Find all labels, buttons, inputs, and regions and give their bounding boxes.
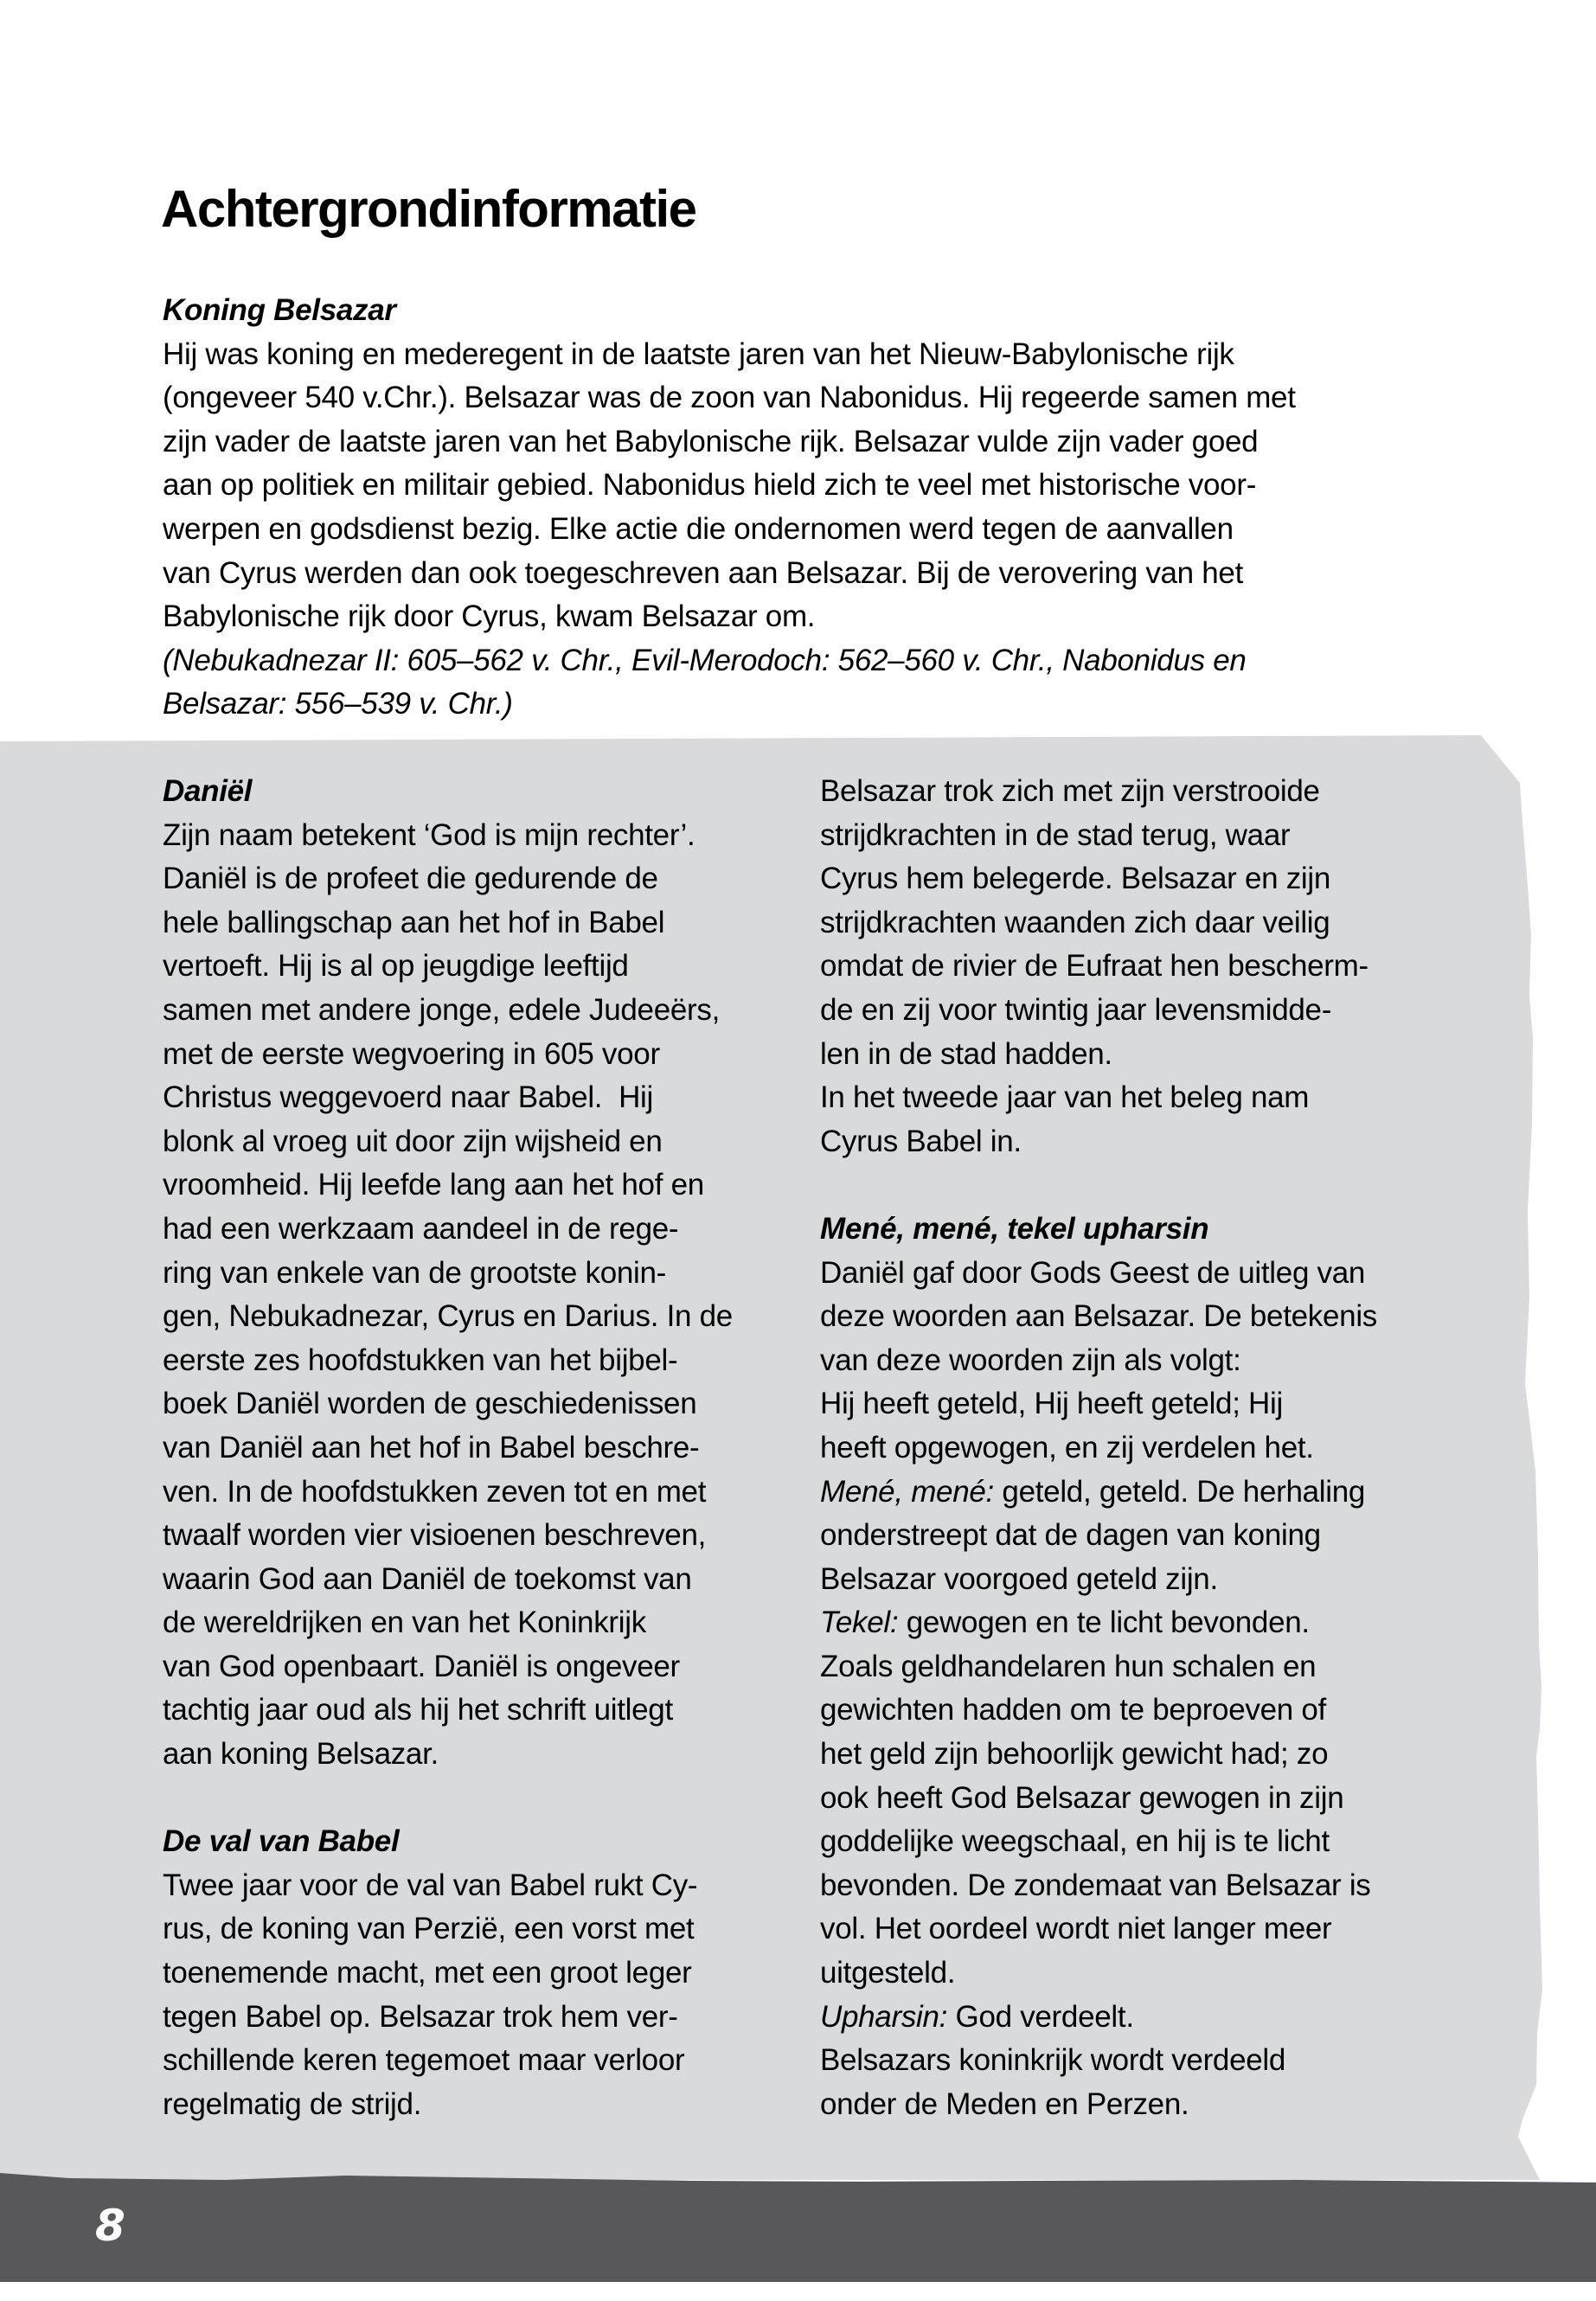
body-line: Belsazars koninkrijk wordt verdeeld [820,2043,1286,2078]
body-line: Cyrus Babel in. [820,1124,1022,1158]
body-line: omdat de rivier de Eufraat hen bescherm- [820,949,1368,984]
body-line: rus, de koning van Perzië, een vorst met [163,1912,695,1946]
section-heading: Daniël [163,774,253,808]
section-val-van-babel [163,1820,785,2126]
dates-line: Belsazar: 556–539 v. Chr.) [163,687,513,721]
body-line: twaalf worden vier visioenen beschreven, [163,1518,707,1553]
body-line: Christus weggevoerd naar Babel. Hij [163,1080,653,1115]
body-line: had een werkzaam aandeel in de rege- [163,1211,679,1246]
body-line: goddelijke weegschaal, en hij is te licht [820,1824,1330,1859]
body-line: (ongeveer 540 v.Chr.). Belsazar was de zoon van Nabonidus. Hij regeerde samen met [163,381,1296,415]
body-line: Daniël gaf door Gods Geest de uitleg van [820,1255,1366,1290]
definition-tekel [820,1601,1460,1645]
body-line: vroomheid. Hij leefde lang aan het hof en [163,1168,704,1202]
left-column [163,770,785,2126]
body-line: de wereldrijken en van het Koninkrijk [163,1606,646,1640]
body-line: vol. Het oordeel wordt niet langer meer [820,1912,1332,1946]
body-line: met de eerste wegvoering in 605 voor [163,1036,660,1071]
body-line: onderstreept dat de dagen van koning [820,1518,1321,1553]
body-line: van Daniël aan het hof in Babel beschre- [163,1430,700,1465]
body-line: heeft opgewogen, en zij verdelen het. [820,1430,1314,1465]
body-line: van Cyrus werden dan ook toegeschreven aan Belsazar. Bij de verovering van het [163,555,1244,590]
intro-section-koning-belsazar [163,289,1460,727]
body-line: Zijn naam betekent ‘God is mijn rechter’. [163,817,695,852]
body-line: van deze woorden zijn als volgt: [820,1343,1241,1377]
body-line: Belsazar voorgoed geteld zijn. [820,1561,1218,1596]
body-line: Hij was koning en mederegent in de laatste jaren van het Nieuw-Babylonische rijk [163,336,1234,371]
definition-text: God verdeelt. [947,1999,1134,2034]
paragraph-spacer [163,1777,785,1821]
body-line: uitgesteld. [820,1956,956,1990]
body-line: eerste zes hoofdstukken van het bijbel- [163,1343,678,1377]
page-title: Achtergrondinformatie [161,180,696,238]
page-number: 8 [95,2201,125,2251]
definition-text: gewogen en te licht bevonden. [898,1606,1310,1640]
section-heading: De val van Babel [163,1824,400,1859]
section-heading: Mené, mené, tekel upharsin [820,1211,1209,1246]
body-line: gen, Nebukadnezar, Cyrus en Darius. In de [163,1299,733,1334]
body-line: vertoeft. Hij is al op jeugdige leeftijd [163,949,629,984]
term-mene: Mené, mené: [820,1474,994,1509]
definition-upharsin [820,1996,1460,2040]
body-line: ring van enkele van de grootste konin- [163,1255,667,1290]
body-line: werpen en godsdienst bezig. Elke actie die ondernomen werd tegen de aanvallen [163,511,1234,546]
body-line: tachtig jaar oud als hij het schrift uitlegt [163,1693,673,1727]
body-line: Cyrus hem belegerde. Belsazar en zijn [820,862,1331,896]
body-line: Babylonische rijk door Cyrus, kwam Belsazar om. [163,599,816,634]
body-line: waarin God aan Daniël de toekomst van [163,1561,692,1596]
paragraph-spacer [820,1163,1460,1208]
section-heading: Koning Belsazar [163,293,396,327]
section-daniel [163,770,785,1777]
footer-bar [0,2173,1596,2282]
body-line: schillende keren tegemoet maar verloor [163,2043,685,2078]
term-tekel: Tekel: [820,1606,899,1640]
body-line: bevonden. De zondemaat van Belsazar is [820,1868,1371,1902]
body-line: hele ballingschap aan het hof in Babel [163,905,665,939]
body-line: het geld zijn behoorlijk gewicht had; zo [820,1737,1329,1772]
body-line: Daniël is de profeet die gedurende de [163,862,658,896]
body-line: aan op politiek en militair gebied. Nabonidus hield zich te veel met historische voor- [163,468,1257,503]
body-line: de en zij voor twintig jaar levensmidde- [820,992,1332,1027]
body-line: blonk al vroeg uit door zijn wijsheid en [163,1124,663,1158]
body-line: zijn vader de laatste jaren van het Babylonische rijk. Belsazar vulde zijn vader goed [163,424,1259,458]
body-line: len in de stad hadden. [820,1036,1112,1071]
body-line: Belsazar trok zich met zijn verstrooide [820,774,1320,808]
body-line: toenemende macht, met een groot leger [163,1956,692,1990]
body-line: Hij heeft geteld, Hij heeft geteld; Hij [820,1387,1283,1421]
body-line: tegen Babel op. Belsazar trok hem ver- [163,1999,678,2034]
body-line: ven. In de hoofdstukken zeven tot en met [163,1474,707,1509]
body-line: Zoals geldhandelaren hun schalen en [820,1649,1317,1683]
body-line: boek Daniël worden de geschiedenissen [163,1387,697,1421]
right-column [820,770,1460,2126]
definition-mene [820,1471,1460,1515]
term-upharsin: Upharsin: [820,1999,948,2034]
body-line: strijdkrachten in de stad terug, waar [820,817,1291,852]
body-line: In het tweede jaar van het beleg nam [820,1080,1310,1115]
section-mene-tekel [820,1208,1460,2126]
body-line: deze woorden aan Belsazar. De betekenis [820,1299,1378,1334]
body-line: Twee jaar voor de val van Babel rukt Cy- [163,1868,698,1902]
body-line: strijdkrachten waanden zich daar veilig [820,905,1330,939]
body-line: aan koning Belsazar. [163,1737,439,1772]
section-val-van-babel-continued [820,770,1460,1163]
body-line: van God openbaart. Daniël is ongeveer [163,1649,680,1683]
body-line: ook heeft God Belsazar gewogen in zijn [820,1780,1344,1815]
dates-line: (Nebukadnezar II: 605–562 v. Chr., Evil-Merodoch: 562–560 v. Chr., Nabonidus en [163,643,1247,677]
body-line: gewichten hadden om te beproeven of [820,1693,1326,1727]
body-line: samen met andere jonge, edele Judeeërs, [163,992,721,1027]
body-line: regelmatig de strijd. [163,2086,422,2121]
definition-text: geteld, geteld. De herhaling [993,1474,1366,1509]
body-line: onder de Meden en Perzen. [820,2086,1189,2121]
